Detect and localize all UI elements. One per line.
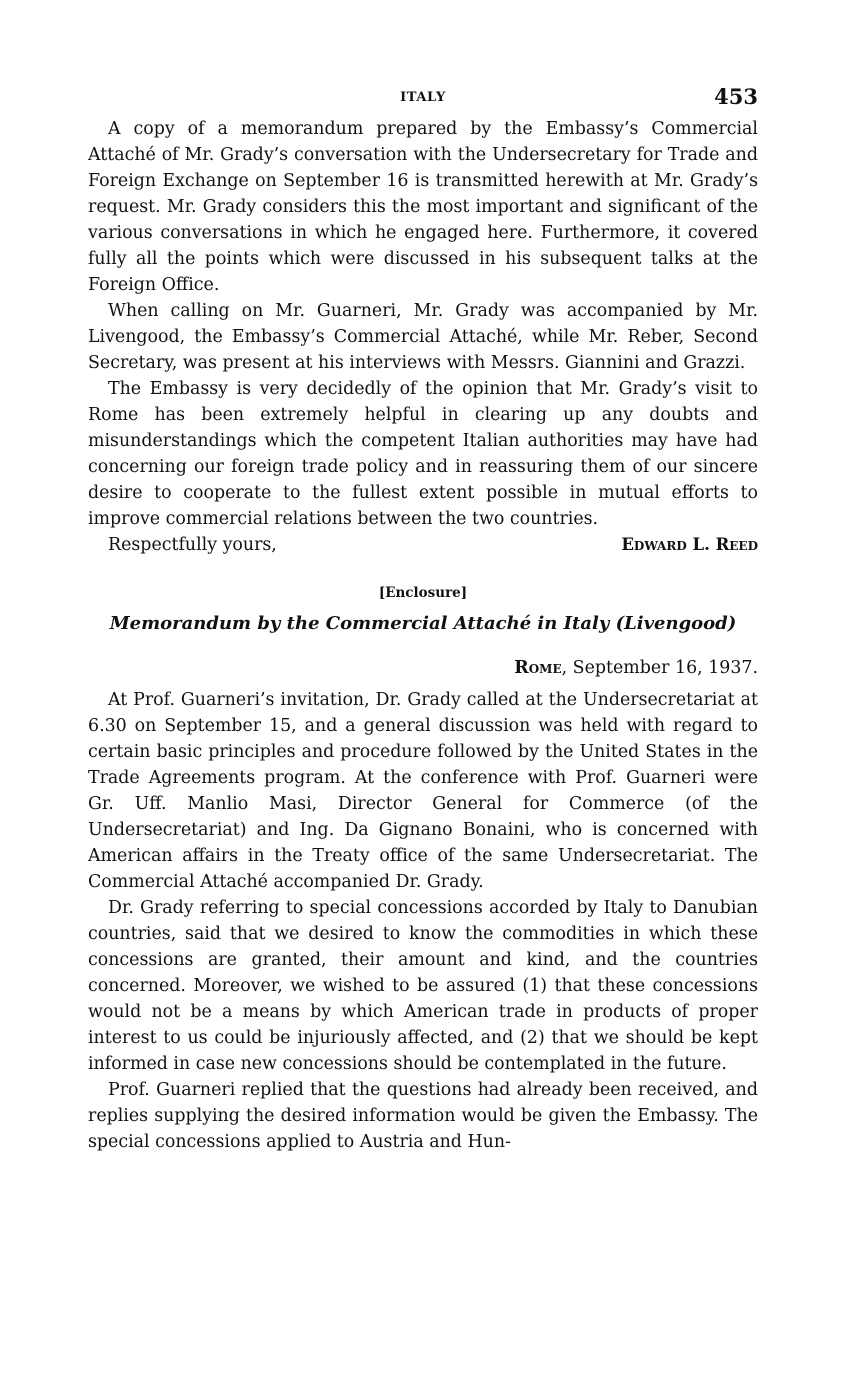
dateline-date: , September 16, 1937. — [561, 658, 758, 678]
letter-paragraph: The Embassy is very decidedly of the opinion that Mr. Grady’s visit to Rome has been extremely helpful in clearing up any doubts and misunderstandings which the competent Italian authorities may have had concerning our foreign trade policy and in reassuring them of our sincere desire to cooperate to the fullest extent possible in mutual efforts to improve commercial relations between the two countries. — [88, 379, 758, 529]
letter-paragraph: A copy of a memorandum prepared by the Embassy’s Commercial Attaché of Mr. Grady’s conversation with the Undersecretary for Trade and Foreign Exchange on September 16 is transmitted herewith at Mr. Grady’s request. Mr. Grady considers this the most important and significant of the various conversations in which he engaged here. Furthermore, it covered fully all the points which were discussed in his subsequent talks at the Foreign Office. — [88, 119, 758, 295]
dateline-place: Rome — [514, 658, 562, 678]
document-page — [88, 82, 758, 1155]
letter-signoff — [88, 532, 758, 558]
complimentary-close: Respectfully yours, — [108, 535, 277, 555]
letter-body — [88, 116, 758, 558]
letter-paragraph: When calling on Mr. Guarneri, Mr. Grady was accompanied by Mr. Livengood, the Embassy’s Commercial Attaché, while Mr. Reber, Second Secretary, was present at his interviews with Messrs. Giannini and Grazzi. — [88, 301, 758, 373]
page-number: 453 — [714, 84, 758, 109]
running-header — [88, 82, 758, 116]
memorandum-title: Memorandum by the Commercial Attaché in Italy (Livengood) — [109, 613, 737, 634]
memorandum-paragraph: Dr. Grady referring to special concessions accorded by Italy to Danubian countries, said that we desired to know the commodities in which these concessions are granted, their amount and kind, and the countries concerned. Moreover, we wished to be assured (1) that these concessions would not be a means by which American trade in products of proper interest to us could be injuriously affected, and (2) that we should be kept informed in case new concessions should be contemplated in the future. — [88, 898, 758, 1074]
signature: Edward L. Reed — [621, 535, 758, 554]
memorandum-body — [88, 687, 758, 1155]
memorandum-paragraph: At Prof. Guarneri’s invitation, Dr. Grady called at the Undersecretariat at 6.30 on September 15, and a general discussion was held with regard to certain basic principles and procedure followed by the United States in the Trade Agreements program. At the conference with Prof. Guarneri were Gr. Uff. Manlio Masi, Director General for Commerce (of the Undersecretariat) and Ing. Da Gignano Bonaini, who is concerned with American affairs in the Treaty office of the same Undersecretariat. The Commercial Attaché accompanied Dr. Grady. — [88, 690, 758, 892]
running-title: ITALY — [400, 90, 446, 105]
dateline — [88, 655, 758, 681]
enclosure-label: [Enclosure] — [378, 585, 468, 601]
memorandum-paragraph: Prof. Guarneri replied that the questions had already been received, and replies supplying the desired information would be given the Embassy. The special concessions applied to Austria and Hun- — [88, 1080, 758, 1152]
